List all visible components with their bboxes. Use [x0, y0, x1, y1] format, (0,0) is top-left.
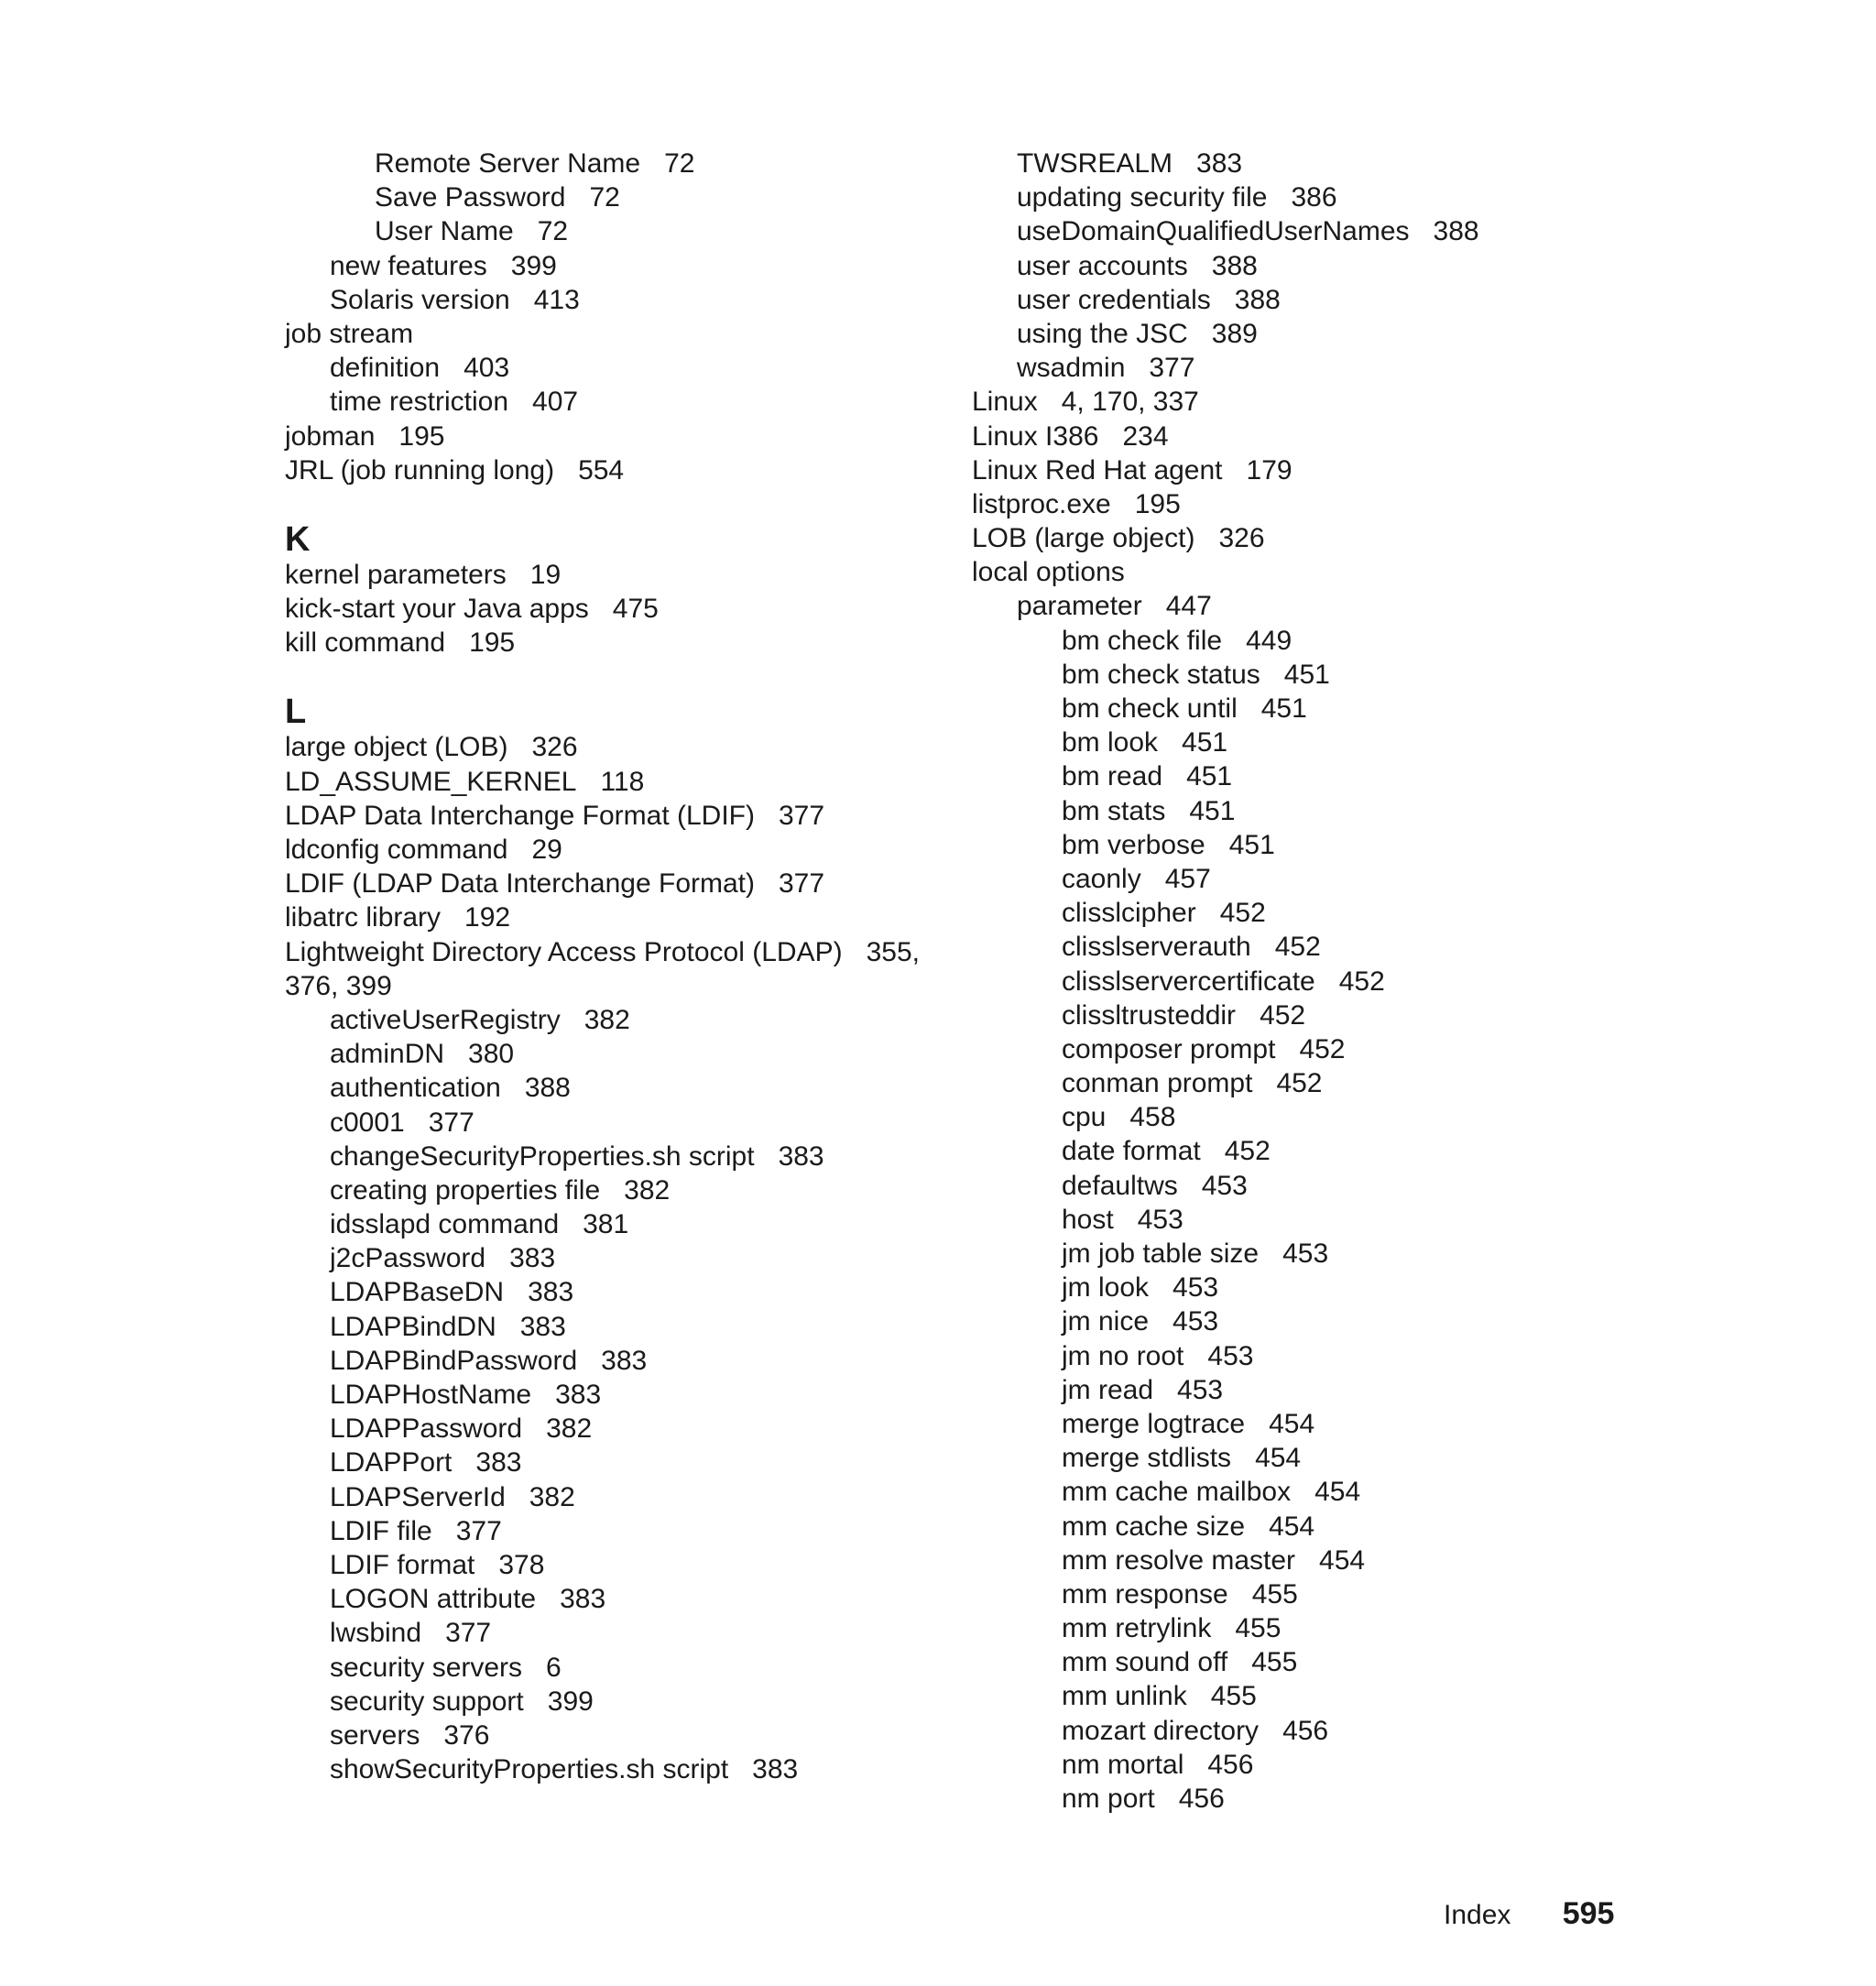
footer-section-label: Index [1444, 1900, 1511, 1930]
index-term: clisslserverauth [1062, 932, 1251, 963]
index-page-refs: 454 [1255, 1443, 1302, 1474]
index-page-refs: 326 [1218, 523, 1265, 554]
index-term: useDomainQualifiedUserNames [1017, 216, 1410, 247]
index-entry [285, 900, 944, 934]
index-entry [285, 420, 944, 453]
index-entry [285, 1719, 944, 1752]
index-term: Linux I386 [972, 420, 1099, 452]
index-term: LDIF format [330, 1549, 475, 1580]
index-page-refs: 377 [779, 800, 825, 831]
index-page-refs: 383 [475, 1447, 522, 1479]
index-page-refs: 451 [1182, 727, 1228, 758]
index-term: bm stats [1062, 795, 1166, 826]
index-entry [972, 1577, 1631, 1611]
index-page-refs: 376 [443, 1719, 490, 1751]
page-footer [1444, 1893, 1614, 1936]
index-entry [972, 521, 1631, 555]
index-entry [972, 453, 1631, 487]
index-entry [972, 658, 1631, 692]
index-entry [285, 1752, 944, 1786]
index-page-refs: 475 [612, 594, 659, 625]
index-page-refs: 377 [779, 868, 825, 900]
index-term: mm cache size [1062, 1511, 1246, 1542]
index-term: LDAPPassword [330, 1413, 523, 1445]
index-term: servers [330, 1719, 420, 1751]
index-term: new features [330, 250, 487, 281]
index-entry [285, 1651, 944, 1685]
index-page-refs: 452 [1219, 898, 1266, 929]
index-term: jm no root [1062, 1340, 1184, 1371]
index-entry [972, 1169, 1631, 1203]
index-term: adminDN [330, 1039, 445, 1070]
index-term: LDAPBindPassword [330, 1345, 578, 1376]
index-page-refs: 399 [547, 1686, 594, 1717]
index-entry [972, 1544, 1631, 1577]
index-entry [972, 555, 1631, 589]
index-entry [972, 180, 1631, 214]
index-term: Remote Server Name [375, 148, 641, 179]
index-entry [972, 351, 1631, 385]
index-term: parameter [1017, 591, 1142, 622]
index-term: jm job table size [1062, 1239, 1260, 1269]
index-letter-heading: L [285, 693, 307, 732]
index-page-refs: 383 [560, 1584, 606, 1615]
index-term: bm check file [1062, 625, 1223, 656]
index-page-refs: 377 [445, 1618, 492, 1649]
index-term: bm check until [1062, 693, 1238, 724]
index-entry [285, 1480, 944, 1514]
index-term: clisslcipher [1062, 898, 1196, 929]
index-entry [285, 1548, 944, 1582]
index-term: LDAPServerId [330, 1481, 506, 1512]
index-page-refs: 326 [531, 732, 578, 763]
index-entry [285, 283, 944, 317]
index-page-refs: 192 [464, 902, 511, 933]
index-entry [972, 896, 1631, 930]
index-page-refs: 454 [1269, 1408, 1315, 1439]
index-entry [972, 317, 1631, 351]
index-page-refs: 452 [1338, 966, 1385, 997]
index-term: kernel parameters [285, 559, 507, 590]
index-page-refs: 452 [1260, 999, 1306, 1031]
index-page-refs: 383 [519, 1311, 566, 1342]
index-entry [972, 1066, 1631, 1100]
index-term: j2cPassword [330, 1243, 486, 1274]
index-entry [972, 249, 1631, 283]
index-page-refs: 447 [1165, 591, 1212, 622]
index-entry [972, 1203, 1631, 1237]
index-entry [285, 730, 944, 764]
index-term: LDAPPort [330, 1447, 453, 1479]
index-term: LD_ASSUME_KERNEL [285, 766, 577, 797]
index-entry [285, 249, 944, 283]
index-entry [972, 692, 1631, 726]
index-term: user credentials [1017, 284, 1211, 315]
index-page-refs: 377 [455, 1515, 502, 1546]
page-number: 595 [1562, 1896, 1615, 1931]
index-term: conman prompt [1062, 1068, 1253, 1099]
index-page-refs: 453 [1172, 1272, 1219, 1304]
index-entry [972, 1510, 1631, 1544]
index-term: LOGON attribute [330, 1584, 537, 1615]
index-page-refs: 381 [583, 1209, 629, 1240]
index-term: lwsbind [330, 1618, 422, 1649]
index-term: LDIF file [330, 1515, 432, 1546]
index-page-refs: 6 [546, 1652, 562, 1683]
index-page-refs: 403 [464, 353, 510, 384]
index-term: job stream [285, 318, 414, 349]
index-page-refs: 455 [1235, 1613, 1282, 1644]
index-entry [285, 1582, 944, 1616]
index-entry [285, 1241, 944, 1275]
index-entry [972, 1611, 1631, 1645]
index-entry [972, 1339, 1631, 1373]
index-term: Solaris version [330, 284, 510, 315]
index-entry [972, 1100, 1631, 1134]
index-term: Linux [972, 387, 1038, 418]
index-term: time restriction [330, 387, 509, 418]
index-page-refs: 383 [1196, 148, 1243, 179]
index-letter-heading: K [285, 519, 311, 559]
index-page-refs: 383 [778, 1140, 824, 1172]
index-entry [972, 487, 1631, 521]
index-page-refs: 388 [1211, 250, 1258, 281]
index-term: changeSecurityProperties.sh script [330, 1140, 755, 1172]
index-column-left [285, 147, 944, 1786]
index-term: User Name [375, 216, 514, 247]
index-entry [285, 969, 944, 1003]
index-entry [972, 1748, 1631, 1782]
index-term: Lightweight Directory Access Protocol (LDAP) [285, 936, 843, 967]
index-page-refs: 554 [578, 454, 625, 486]
index-page-refs: 382 [529, 1481, 575, 1512]
index-term: mm resolve master [1062, 1544, 1296, 1576]
index-page-refs: 195 [469, 627, 516, 659]
index-page-refs: 355, [866, 936, 920, 967]
index-page-refs: 451 [1186, 761, 1233, 792]
index-term: kill command [285, 627, 446, 659]
index-term: bm check status [1062, 659, 1260, 690]
index-term: jm read [1062, 1374, 1154, 1405]
index-page-refs: 454 [1314, 1477, 1361, 1508]
index-term: kick-start your Java apps [285, 594, 589, 625]
index-page-refs: 388 [524, 1073, 571, 1104]
index-entry [285, 147, 944, 180]
index-page-refs: 452 [1276, 1068, 1323, 1099]
index-entry [285, 867, 944, 900]
index-page-refs: 72 [537, 216, 569, 247]
index-entry [972, 930, 1631, 964]
index-page-refs: 383 [509, 1243, 556, 1274]
index-term: wsadmin [1017, 353, 1126, 384]
index-column-right [972, 147, 1631, 1816]
index-term: mm cache mailbox [1062, 1477, 1292, 1508]
index-page-refs: 453 [1201, 1170, 1248, 1201]
index-term: LDAPBindDN [330, 1311, 496, 1342]
index-page-refs: 456 [1282, 1715, 1329, 1746]
index-entry [285, 1140, 944, 1173]
index-page-refs: 413 [533, 284, 580, 315]
index-page-refs: 452 [1224, 1136, 1271, 1167]
index-term: clisslservercertificate [1062, 966, 1315, 997]
index-entry [972, 214, 1631, 248]
index-term: libatrc library [285, 902, 442, 933]
index-entry [972, 1679, 1631, 1713]
index-page-refs: 383 [555, 1380, 602, 1410]
index-entry [972, 1475, 1631, 1509]
index-page-refs: 382 [624, 1174, 671, 1206]
index-term: mm response [1062, 1578, 1228, 1610]
index-entry [972, 1373, 1631, 1407]
index-entry [972, 998, 1631, 1032]
index-term: LDAPHostName [330, 1380, 532, 1410]
index-term: using the JSC [1017, 318, 1188, 349]
index-entry [285, 1275, 944, 1309]
index-page-refs: 234 [1122, 420, 1169, 452]
index-entry [972, 1237, 1631, 1271]
index-entry [285, 317, 944, 351]
index-page-refs: 453 [1177, 1374, 1224, 1405]
index-term: jm look [1062, 1272, 1150, 1304]
index-term: mozart directory [1062, 1715, 1260, 1746]
index-page-refs: 456 [1207, 1749, 1254, 1780]
index-page-refs: 377 [1149, 353, 1195, 384]
index-entry [972, 1407, 1631, 1441]
index-term: definition [330, 353, 441, 384]
index-page-refs: 399 [510, 250, 557, 281]
index-page-refs: 407 [532, 387, 579, 418]
index-entry [285, 592, 944, 626]
index-entry [972, 1645, 1631, 1679]
index-term: user accounts [1017, 250, 1188, 281]
index-entry [972, 794, 1631, 828]
index-entry [285, 1616, 944, 1650]
index-term: LDAPBaseDN [330, 1277, 505, 1308]
index-page-refs: 451 [1260, 693, 1307, 724]
index-entry [972, 965, 1631, 998]
index-page-refs: 118 [600, 766, 645, 797]
index-entry [285, 799, 944, 833]
index-entry [972, 1782, 1631, 1816]
index-entry [972, 624, 1631, 658]
index-page-refs: 455 [1210, 1681, 1257, 1712]
index-page-refs: 72 [589, 182, 620, 213]
index-entry [285, 214, 944, 248]
index-page-refs: 72 [664, 148, 695, 179]
index-page-refs: 455 [1251, 1647, 1298, 1678]
index-term: date format [1062, 1136, 1201, 1167]
index-entry [285, 1037, 944, 1071]
index-entry [972, 726, 1631, 759]
index-term: updating security file [1017, 182, 1268, 213]
index-page-refs: 451 [1189, 795, 1236, 826]
index-entry [285, 1514, 944, 1548]
index-entry [285, 765, 944, 799]
index-entry [972, 862, 1631, 896]
index-page-refs: 449 [1246, 625, 1292, 656]
index-page-refs: 29 [531, 835, 562, 865]
index-entry [285, 385, 944, 419]
index-term: cpu [1062, 1102, 1107, 1133]
index-page-refs: 457 [1164, 863, 1211, 894]
index-page-refs: 380 [468, 1039, 515, 1070]
index-page-refs: 179 [1246, 454, 1292, 486]
index-entry [285, 351, 944, 385]
index-term: Linux Red Hat agent [972, 454, 1223, 486]
index-entry [972, 147, 1631, 180]
index-term: LOB (large object) [972, 523, 1195, 554]
index-page-refs: 389 [1211, 318, 1258, 349]
index-term: merge stdlists [1062, 1443, 1232, 1474]
index-entry [972, 1032, 1631, 1066]
index-entry [285, 1207, 944, 1241]
index-term: composer prompt [1062, 1033, 1276, 1064]
index-entry [285, 1378, 944, 1412]
index-entry [972, 1441, 1631, 1475]
index-entry [285, 935, 944, 969]
index-page-refs: 19 [529, 559, 562, 590]
index-entry [285, 1071, 944, 1105]
index-page-refs: 388 [1234, 284, 1281, 315]
index-page-refs: 383 [528, 1277, 574, 1308]
index-term: clissltrusteddir [1062, 999, 1237, 1031]
index-term: creating properties file [330, 1174, 601, 1206]
index-term: mm sound off [1062, 1647, 1228, 1678]
index-term: Save Password [375, 182, 566, 213]
index-page-refs: 451 [1283, 659, 1330, 690]
index-term: activeUserRegistry [330, 1004, 561, 1035]
index-entry [285, 1412, 944, 1446]
index-page-refs: 454 [1269, 1511, 1315, 1542]
index-page-refs: 382 [546, 1413, 593, 1445]
index-page-refs: 454 [1319, 1544, 1366, 1576]
index-term: bm look [1062, 727, 1159, 758]
index-page-refs: 195 [1134, 488, 1181, 519]
index-page-refs: 453 [1137, 1204, 1183, 1235]
index-term: idsslapd command [330, 1209, 560, 1240]
index-term: host [1062, 1204, 1114, 1235]
index-entry [972, 759, 1631, 793]
index-entry [972, 1304, 1631, 1338]
index-entry [285, 1446, 944, 1479]
index-term: 376, 399 [285, 970, 392, 1001]
index-entry [972, 828, 1631, 862]
index-term: listproc.exe [972, 488, 1111, 519]
index-term: ldconfig command [285, 835, 508, 865]
index-term: defaultws [1062, 1170, 1178, 1201]
index-term: security support [330, 1686, 524, 1717]
index-entry [972, 1714, 1631, 1748]
index-term: showSecurityProperties.sh script [330, 1754, 729, 1785]
index-entry [285, 1310, 944, 1344]
index-page-refs: 383 [601, 1345, 648, 1376]
index-entry [972, 589, 1631, 623]
index-term: mm unlink [1062, 1681, 1187, 1712]
index-page-refs: 451 [1228, 829, 1275, 860]
index-page-refs: 452 [1274, 932, 1321, 963]
index-entry [285, 833, 944, 867]
index-entry [972, 385, 1631, 419]
index-term: security servers [330, 1652, 523, 1683]
index-page-refs: 378 [498, 1549, 545, 1580]
index-entry [285, 1003, 944, 1037]
index-page-refs: 453 [1172, 1306, 1219, 1337]
index-entry [972, 283, 1631, 317]
index-term: nm mortal [1062, 1749, 1184, 1780]
index-term: mm retrylink [1062, 1613, 1212, 1644]
index-term: jm nice [1062, 1306, 1150, 1337]
index-term: large object (LOB) [285, 732, 508, 763]
index-page-refs: 388 [1433, 216, 1479, 247]
index-page-refs: 195 [398, 420, 445, 452]
index-page-refs: 453 [1207, 1340, 1254, 1371]
index-term: local options [972, 557, 1125, 588]
index-entry [285, 1106, 944, 1140]
index-term: authentication [330, 1073, 501, 1104]
index-page-refs: 377 [428, 1107, 474, 1138]
index-page-refs: 455 [1251, 1578, 1298, 1610]
index-term: jobman [285, 420, 376, 452]
index-term: JRL (job running long) [285, 454, 555, 486]
index-term: caonly [1062, 863, 1141, 894]
index-page-refs: 383 [752, 1754, 799, 1785]
index-entry [285, 1685, 944, 1719]
index-entry [285, 180, 944, 214]
index-entry [285, 626, 944, 660]
index-page-refs: 458 [1129, 1102, 1176, 1133]
index-page-refs: 386 [1291, 182, 1337, 213]
index-entry [972, 1134, 1631, 1168]
index-term: LDIF (LDAP Data Interchange Format) [285, 868, 755, 900]
index-term: LDAP Data Interchange Format (LDIF) [285, 800, 755, 831]
index-entry [285, 453, 944, 487]
index-entry [285, 1173, 944, 1207]
index-page-refs: 4, 170, 337 [1061, 387, 1199, 418]
index-entry [285, 1344, 944, 1378]
index-term: nm port [1062, 1784, 1155, 1814]
index-term: TWSREALM [1017, 148, 1173, 179]
index-entry [972, 1271, 1631, 1304]
index-page-refs: 452 [1299, 1033, 1346, 1064]
index-term: bm verbose [1062, 829, 1205, 860]
index-entry [285, 558, 944, 592]
index-term: bm read [1062, 761, 1163, 792]
index-entry [972, 420, 1631, 453]
index-page-refs: 382 [584, 1004, 630, 1035]
index-page-refs: 453 [1282, 1239, 1329, 1269]
index-page-refs: 456 [1178, 1784, 1225, 1814]
index-term: merge logtrace [1062, 1408, 1246, 1439]
index-term: c0001 [330, 1107, 405, 1138]
